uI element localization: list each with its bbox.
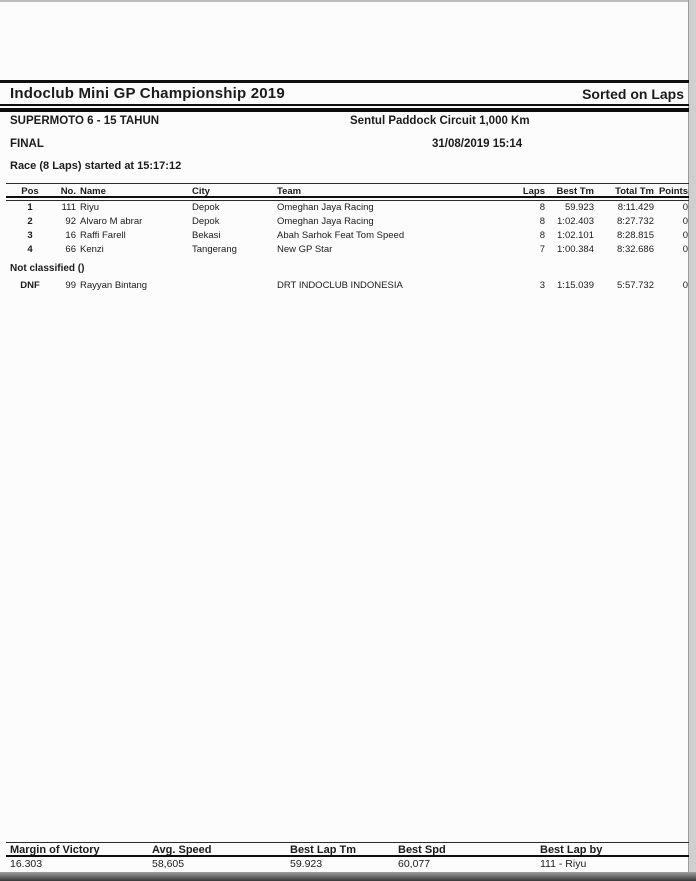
- cell-laps: 8: [539, 216, 545, 227]
- cell-points: 0: [682, 216, 688, 227]
- cell-city: Depok: [192, 202, 220, 213]
- race-datetime: 31/08/2019 15:14: [432, 138, 523, 150]
- cell-city: Tangerang: [192, 244, 237, 255]
- cell-city: Depok: [192, 216, 220, 227]
- cell-pos: 4: [27, 244, 33, 255]
- cell-total-tm: 8:32.686: [617, 244, 654, 255]
- cell-best-tm: 59.923: [564, 202, 594, 213]
- cell-name: Rayyan Bintang: [80, 280, 148, 291]
- col-header-points: Points: [658, 186, 688, 197]
- cell-total-tm: 8:11.429: [617, 202, 654, 213]
- cell-team: Abah Sarhok Feat Tom Speed: [277, 230, 405, 241]
- cell-total-tm: 8:27.732: [617, 216, 654, 227]
- table-top-rule: [6, 183, 689, 184]
- summary-value-avg-speed: 58,605: [152, 858, 185, 870]
- summary-header-best-spd: Best Spd: [398, 844, 446, 856]
- cell-name: Riyu: [80, 202, 100, 213]
- header-underline-thick: [0, 108, 689, 112]
- page-title: Indoclub Mini GP Championship 2019: [10, 85, 285, 102]
- header-underline-thin: [0, 104, 689, 106]
- col-header-pos: Pos: [21, 186, 39, 197]
- summary-value-best-lap-tm: 59.923: [290, 858, 323, 870]
- cell-team: DRT INDOCLUB INDONESIA: [277, 280, 403, 291]
- summary-header-avg-speed: Avg. Speed: [152, 844, 212, 856]
- table-row: [10, 229, 688, 243]
- cell-best-tm: 1:00.384: [557, 244, 594, 255]
- cell-no: 16: [65, 230, 76, 241]
- cell-team: Omeghan Jaya Racing: [277, 202, 374, 213]
- summary-header-best-lap-by: Best Lap by: [540, 844, 603, 856]
- col-header-best-tm: Best Tm: [556, 186, 594, 197]
- sorted-on-label: Sorted on Laps: [582, 86, 684, 102]
- col-header-total-tm: Total Tm: [615, 186, 654, 197]
- cell-points: 0: [682, 244, 688, 255]
- summary-value-best-spd: 60,077: [398, 858, 431, 870]
- cell-points: 0: [682, 202, 688, 213]
- cell-no: 66: [65, 244, 76, 255]
- cell-name: Kenzi: [80, 244, 104, 255]
- col-header-city: City: [192, 186, 210, 197]
- cell-total-tm: 8:28.815: [617, 230, 654, 241]
- summary-top-rule: [6, 842, 689, 843]
- table-row-dnf: [10, 279, 688, 293]
- cell-pos: 1: [27, 202, 33, 213]
- summary-header-row: [10, 844, 688, 857]
- cell-name: Raffi Farell: [80, 230, 126, 241]
- cell-laps: 7: [539, 244, 545, 255]
- photo-top-edge: [0, 0, 696, 2]
- cell-laps: 8: [539, 202, 545, 213]
- col-header-team: Team: [277, 186, 302, 197]
- table-row: [10, 243, 688, 257]
- cell-team: Omeghan Jaya Racing: [277, 216, 374, 227]
- table-row: [10, 201, 688, 215]
- photo-right-edge: [688, 0, 696, 881]
- not-classified-label: Not classified (): [10, 263, 85, 274]
- cell-no: 92: [65, 216, 76, 227]
- header-top-rule: [0, 80, 689, 83]
- cell-no: 111: [61, 202, 76, 213]
- race-start-info: Race (8 Laps) started at 15:17:12: [10, 160, 182, 172]
- cell-best-tm: 1:02.403: [557, 216, 594, 227]
- summary-value-best-lap-by: 111 - Riyu: [540, 858, 587, 870]
- results-header-row: [10, 185, 688, 199]
- cell-best-tm: 1:15.039: [557, 280, 594, 291]
- class-name: SUPERMOTO 6 - 15 TAHUN: [10, 115, 160, 127]
- cell-pos: DNF: [20, 280, 40, 291]
- cell-points: 0: [682, 230, 688, 241]
- col-header-name: Name: [80, 186, 106, 197]
- cell-total-tm: 5:57.732: [617, 280, 654, 291]
- session-name: FINAL: [10, 138, 44, 150]
- cell-pos: 2: [27, 216, 33, 227]
- summary-header-best-lap-tm: Best Lap Tm: [290, 844, 357, 856]
- cell-best-tm: 1:02.101: [557, 230, 594, 241]
- col-header-no: No.: [60, 186, 76, 197]
- cell-laps: 3: [539, 280, 545, 291]
- table-row: [10, 215, 688, 229]
- summary-header-margin-of-victory: Margin of Victory: [10, 844, 100, 856]
- col-header-laps: Laps: [522, 186, 545, 197]
- summary-value-margin-of-victory: 16.303: [10, 858, 43, 870]
- cell-name: Alvaro M abrar: [80, 216, 143, 227]
- cell-team: New GP Star: [277, 244, 333, 255]
- photo-bottom-edge: [0, 872, 696, 881]
- cell-pos: 3: [27, 230, 33, 241]
- cell-laps: 8: [539, 230, 545, 241]
- summary-values-row: [10, 858, 688, 871]
- cell-city: Bekasi: [192, 230, 221, 241]
- cell-no: 99: [65, 280, 76, 291]
- circuit-name: Sentul Paddock Circuit 1,000 Km: [350, 115, 530, 127]
- cell-points: 0: [682, 280, 688, 291]
